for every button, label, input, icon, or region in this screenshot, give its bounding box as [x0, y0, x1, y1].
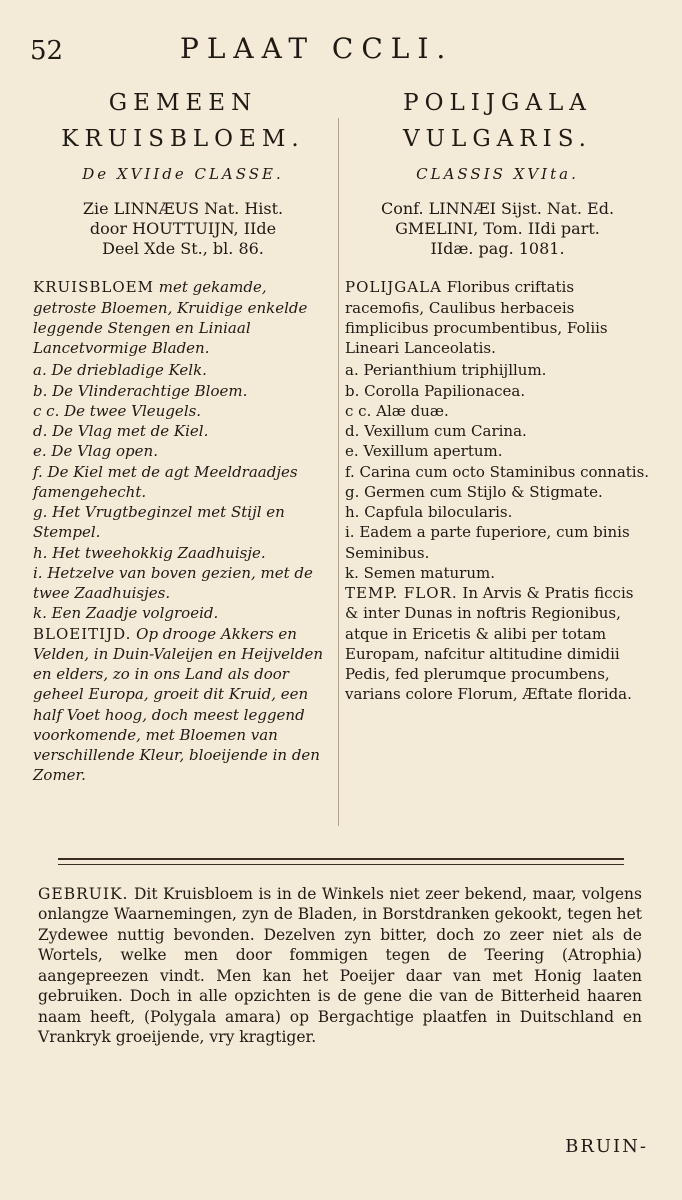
list-item: i. Hetzelve van boven gezien, met de twee Zaadhuisjes.: [33, 563, 313, 603]
list-item: d. Vexillum cum Carina.: [345, 422, 527, 441]
dutch-reference-line: Zie LINNÆUS Nat. Hist.: [82, 199, 284, 219]
dutch-description: [33, 277, 333, 785]
column-divider: [338, 118, 339, 826]
dutch-classe: De XVIIde CLASSE.: [82, 165, 284, 184]
dutch-reference-line: door HOUTTUIJN, IIde: [89, 219, 277, 239]
latin-column: [345, 86, 650, 705]
list-item: e. De Vlag open.: [33, 442, 158, 461]
dutch-figure-list: [33, 360, 333, 623]
page-number: 52: [30, 36, 64, 66]
list-item: k. Semen maturum.: [345, 563, 495, 582]
latin-reference: [345, 199, 650, 259]
latin-reference-line: Conf. LINNÆI Sijst. Nat. Ed.: [380, 199, 615, 219]
section-rule: [58, 858, 624, 860]
latin-reference-line: IIdæ. pag. 1081.: [430, 239, 565, 259]
dutch-reference: [33, 199, 333, 259]
dutch-description-lead: KRUISBLOEM: [33, 278, 154, 297]
latin-description-text: Floribus criftatis racemofis, Caulibus herbaceis fimplicibus procumbentibus, Foliis Lineari Lanceolatis.: [345, 278, 608, 358]
list-item: b. Corolla Papilionacea.: [345, 381, 526, 400]
running-title: PLAAT CCLI.: [180, 32, 454, 65]
list-item: c c. Alæ duæ.: [345, 401, 449, 420]
list-item: h. Capfula bilocularis.: [345, 503, 513, 522]
latin-figure-list: [345, 360, 650, 583]
dutch-column: [33, 86, 333, 786]
dutch-title-line2: KRUISBLOEM.: [61, 125, 305, 152]
list-item: g. Germen cum Stijlo & Stigmate.: [345, 482, 603, 501]
list-item: i. Eadem a parte fuperiore, cum binis Seminibus.: [345, 523, 630, 562]
latin-title: [345, 86, 650, 157]
latin-description-lead: POLIJGALA: [345, 278, 442, 297]
list-item: a. Perianthium triphijllum.: [345, 361, 547, 380]
latin-classis: CLASSIS XVIta.: [416, 165, 579, 184]
latin-title-line2: VULGARIS.: [403, 125, 592, 152]
dutch-bloeitijd-lead: BLOEITIJD.: [33, 624, 132, 643]
gebruik-paragraph: [38, 884, 642, 1048]
dutch-reference-line: Deel Xde St., bl. 86.: [102, 239, 264, 259]
gebruik-text: Dit Kruisbloem is in de Winkels niet zeer bekend, maar, volgens onlangze Waarnemingen, zyn de Bladen, in Borstdranken gekookt, tegen het Zydewee nuttig bevonden. Dezelven zyn bitter, doch zo zeer niet als de Wortels, welke men door fommigen tegen de Teering (Atrophia) aangepreezen vindt. Men kan het Poeijer daar van met Honig laaten gebruiken. Doch in alle opzichten is de gene die van de Bitterheid haaren naam heeft, (Polygala amara) op Bergachtige plaatfen in Duitschland en Vrankryk groeijende, vry kragtiger.: [38, 885, 642, 1047]
list-item: g. Het Vrugtbeginzel met Stijl en Stempel.: [33, 503, 285, 542]
catchword: BRUIN-: [565, 1136, 648, 1157]
list-item: k. Een Zaadje volgroeid.: [33, 604, 219, 623]
dutch-description-text: met gekamde, getroste Bloemen, Kruidige enkelde leggende Stengen en Liniaal Lancetvormige Bladen.: [33, 278, 308, 358]
list-item: a. De driebladige Kelk.: [33, 361, 207, 380]
latin-title-line1: POLIJGALA: [403, 90, 592, 116]
latin-tempus-text: In Arvis & Pratis ficcis & inter Dunas in noftris Regionibus, atque in Ericetis & alibi per totam Europam, nafcitur altitudine dimidii Pedis, fed plerumque procumbens, varians colore Florum, Æftate florida.: [345, 584, 634, 704]
dutch-bloeitijd-text: Op drooge Akkers en Velden, in Duin-Valeijen en Heijvelden en elders, zo in ons Land als door geheel Europa, groeit dit Kruid, een half Voet hoog, doch meest leggend voorkomende, met Bloemen van verschillende Kleur, bloeijende in den Zomer.: [33, 624, 323, 785]
latin-reference-line: GMELINI, Tom. IIdi part.: [395, 219, 600, 239]
latin-tempus-lead: TEMP. FLOR.: [345, 584, 458, 603]
latin-description: [345, 277, 650, 704]
list-item: e. Vexillum apertum.: [345, 442, 503, 461]
list-item: c c. De twee Vleugels.: [33, 401, 202, 420]
list-item: d. De Vlag met de Kiel.: [33, 422, 209, 441]
dutch-title: [33, 86, 333, 157]
list-item: h. Het tweehokkig Zaadhuisje.: [33, 543, 266, 562]
list-item: b. De Vlinderachtige Bloem.: [33, 381, 248, 400]
list-item: f. Carina cum octo Staminibus connatis.: [345, 462, 650, 481]
page-header: [30, 30, 652, 70]
list-item: f. De Kiel met de agt Meeldraadjes famengehecht.: [33, 462, 298, 501]
gebruik-lead: GEBRUIK.: [38, 885, 129, 903]
dutch-title-line1: GEMEEN: [108, 90, 258, 116]
